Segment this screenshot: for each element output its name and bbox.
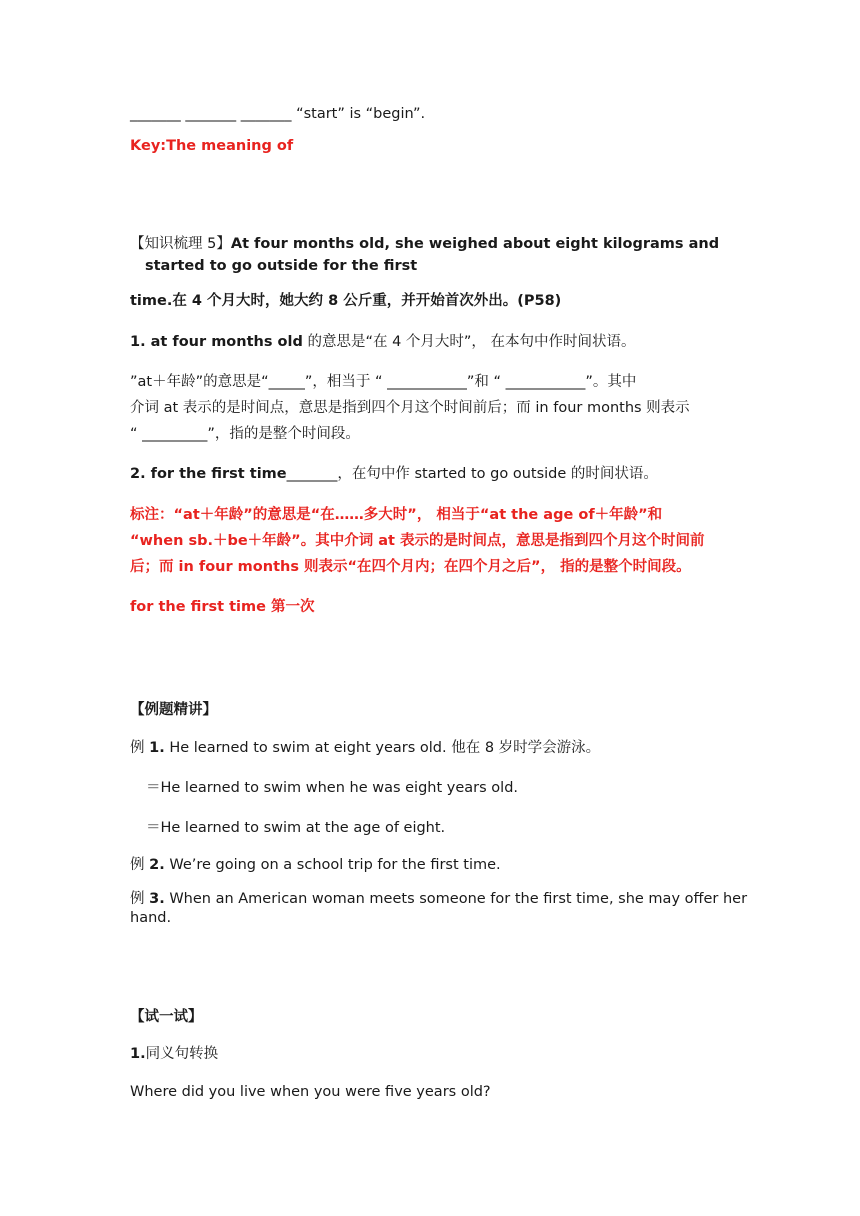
example-number: 1.: [149, 740, 165, 756]
section-heading-5: [130, 234, 719, 254]
example-text: He learned to swim at eight years old. 他在 8 岁时学会游泳。: [164, 740, 601, 756]
section-heading-translation: time.在 4 个月大时，她大约 8 公斤重，并开始首次外出。(P58): [130, 293, 562, 309]
example-3-cont: hand.: [130, 910, 172, 926]
try-number: 1.: [130, 1046, 146, 1062]
annotation-line-1: 标注：“at＋年龄”的意思是“在……多大时”， 相当于“at the age of＋年龄”和: [130, 507, 663, 523]
exercise-paragraph-line-2: 介词 at 表示的是时间点，意思是指到四个月这个时间前后；而 in four months 则表示: [130, 400, 690, 416]
examples-heading: 【例题精讲】: [130, 702, 217, 718]
exercise-paragraph-line-1: ”at＋年龄”的意思是“_____”，相当于 “ ___________”和 “ ___________”。其中: [130, 374, 637, 390]
try-question: Where did you live when you were five years old?: [130, 1084, 491, 1100]
example-3: [130, 889, 747, 909]
example-2: [130, 855, 501, 875]
point-1: [130, 332, 636, 352]
example-prefix: 例: [130, 891, 150, 907]
example-1-variant-b: ＝He learned to swim at the age of eight.: [146, 820, 446, 836]
example-1: [130, 738, 600, 758]
try-heading: 【试一试】: [130, 1009, 203, 1025]
exercise-paragraph-line-3: “ _________”，指的是整个时间段。: [130, 426, 360, 442]
fill-blank-line: _______ _______ _______ “start” is “begin”.: [130, 106, 426, 122]
point-2-explanation: _______，在句中作 started to go outside 的时间状语。: [286, 466, 658, 482]
point-2-phrase: 2. for the first time: [130, 466, 287, 482]
point-1-explanation: 的意思是“在 4 个月大时”， 在本句中作时间状语。: [302, 334, 636, 350]
example-text: When an American woman meets someone for the first time, she may offer her: [164, 891, 748, 907]
example-1-variant-a: ＝He learned to swim when he was eight years old.: [146, 780, 519, 796]
section-bracket-label: 【知识梳理 5】: [130, 236, 231, 252]
key-answer: Key:The meaning of: [130, 138, 294, 154]
example-text: We’re going on a school trip for the first time.: [164, 857, 501, 873]
try-item-1: [130, 1044, 218, 1064]
annotation-line-3: 后；而 in four months 则表示“在四个月内；在四个月之后”， 指的是整个时间段。: [130, 559, 691, 575]
example-prefix: 例: [130, 740, 150, 756]
section-heading-text: At four months old, she weighed about eight kilograms and: [230, 236, 720, 252]
annotation-line-4: for the first time 第一次: [130, 599, 315, 615]
example-number: 3.: [149, 891, 165, 907]
point-1-phrase: 1. at four months old: [130, 334, 303, 350]
example-number: 2.: [149, 857, 165, 873]
example-prefix: 例: [130, 857, 150, 873]
point-2: [130, 464, 658, 484]
section-heading-cont: started to go outside for the first: [145, 258, 418, 274]
annotation-line-2: “when sb.＋be＋年龄”。其中介词 at 表示的是时间点，意思是指到四个月这个时间前: [130, 533, 705, 549]
try-instruction: 同义句转换: [145, 1046, 219, 1062]
